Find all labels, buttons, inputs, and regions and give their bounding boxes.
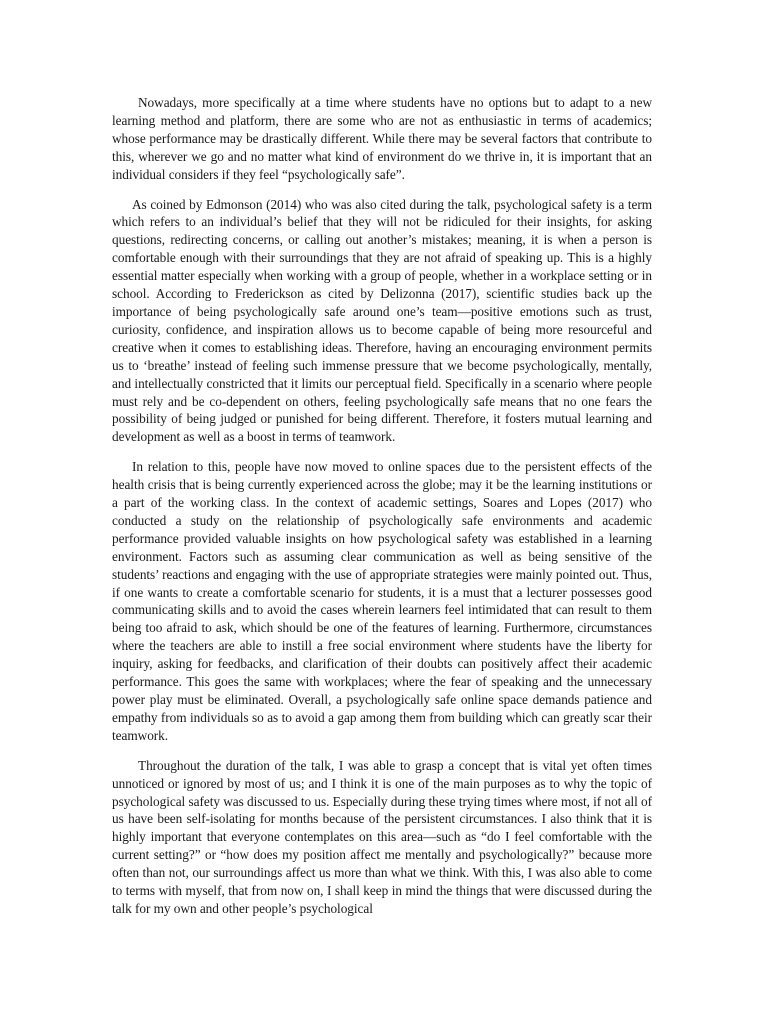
paragraph-psychological-safety-definition: As coined by Edmonson (2014) who was also cited during the talk, psychological safety is a term which refers to an individual’s belief that they will not be ridiculed for their insights, for asking questions, redirecting concerns, or calling out another’s mistakes; meaning, it is when a person is comfortable enough with their surroundings that they are not afraid of speaking up. This is a highly essential matter especially when working with a group of people, whether in a workplace setting or in school. According to Frederickson as cited by Delizonna (2017), scientific studies back up the importance of being psychologically safe around one’s team—positive emotions such as trust, curiosity, confidence, and inspiration allows us to become capable of being more resourceful and creative when it comes to establishing ideas. Therefore, having an encouraging environment permits us to ‘breathe’ instead of feeling such immense pressure that we become psychologically, mentally, and intellectually constricted that it limits our perceptual field. Specifically in a scenario where people must rely and be co-dependent on others, feeling psychologically safe means that no one fears the possibility of being judged or punished for being different. Therefore, it fosters mutual learning and development as well as a boost in terms of teamwork.: [112, 196, 652, 445]
essay-body: [112, 94, 652, 930]
paragraph-reflection: Throughout the duration of the talk, I was able to grasp a concept that is vital yet often times unnoticed or ignored by most of us; and I think it is one of the main purposes as to why the topic of psychological safety was discussed to us. Especially during these trying times where most, if not all of us have been self-isolating for months because of the persistent circumstances. I also think that it is highly important that everyone contemplates on this area—such as “do I feel comfortable with the current setting?” or “how does my position affect me mentally and psychologically?” because more often than not, our surroundings affect us more than what we think. With this, I was also able to come to terms with myself, that from now on, I shall keep in mind the things that were discussed during the talk for my own and other people’s psychological: [112, 757, 652, 916]
paragraph-intro: Nowadays, more specifically at a time where students have no options but to adapt to a new learning method and platform, there are some who are not as enthusiastic in terms of academics; whose performance may be drastically different. While there may be several factors that contribute to this, wherever we go and no matter what kind of environment do we thrive in, it is important that an individual considers if they feel “psychologically safe”.: [112, 95, 652, 182]
paragraph-online-spaces: In relation to this, people have now moved to online spaces due to the persistent effects of the health crisis that is being currently experienced across the globe; may it be the learning institutions or a part of the working class. In the context of academic settings, Soares and Lopes (2017) who conducted a study on the relationship of psychologically safe environments and academic performance provided valuable insights on how psychological safety was established in a learning environment. Factors such as assuming clear communication as well as being sensitive of the students’ reactions and engaging with the use of appropriate strategies were mainly pointed out. Thus, if one wants to create a comfortable scenario for students, it is a must that a lecturer possesses good communicating skills and to avoid the cases wherein learners feel intimidated that can result to them being too afraid to ask, which should be one of the features of learning. Furthermore, circumstances where the teachers are able to instill a free social environment where students have the liberty for inquiry, asking for feedbacks, and clarification of their doubts can positively affect their academic performance. This goes the same with workplaces; where the fear of speaking and the unnecessary power play must be eliminated. Overall, a psychologically safe online space demands patience and empathy from individuals so as to avoid a gap among them from building which can greatly scar their teamwork.: [112, 459, 652, 743]
